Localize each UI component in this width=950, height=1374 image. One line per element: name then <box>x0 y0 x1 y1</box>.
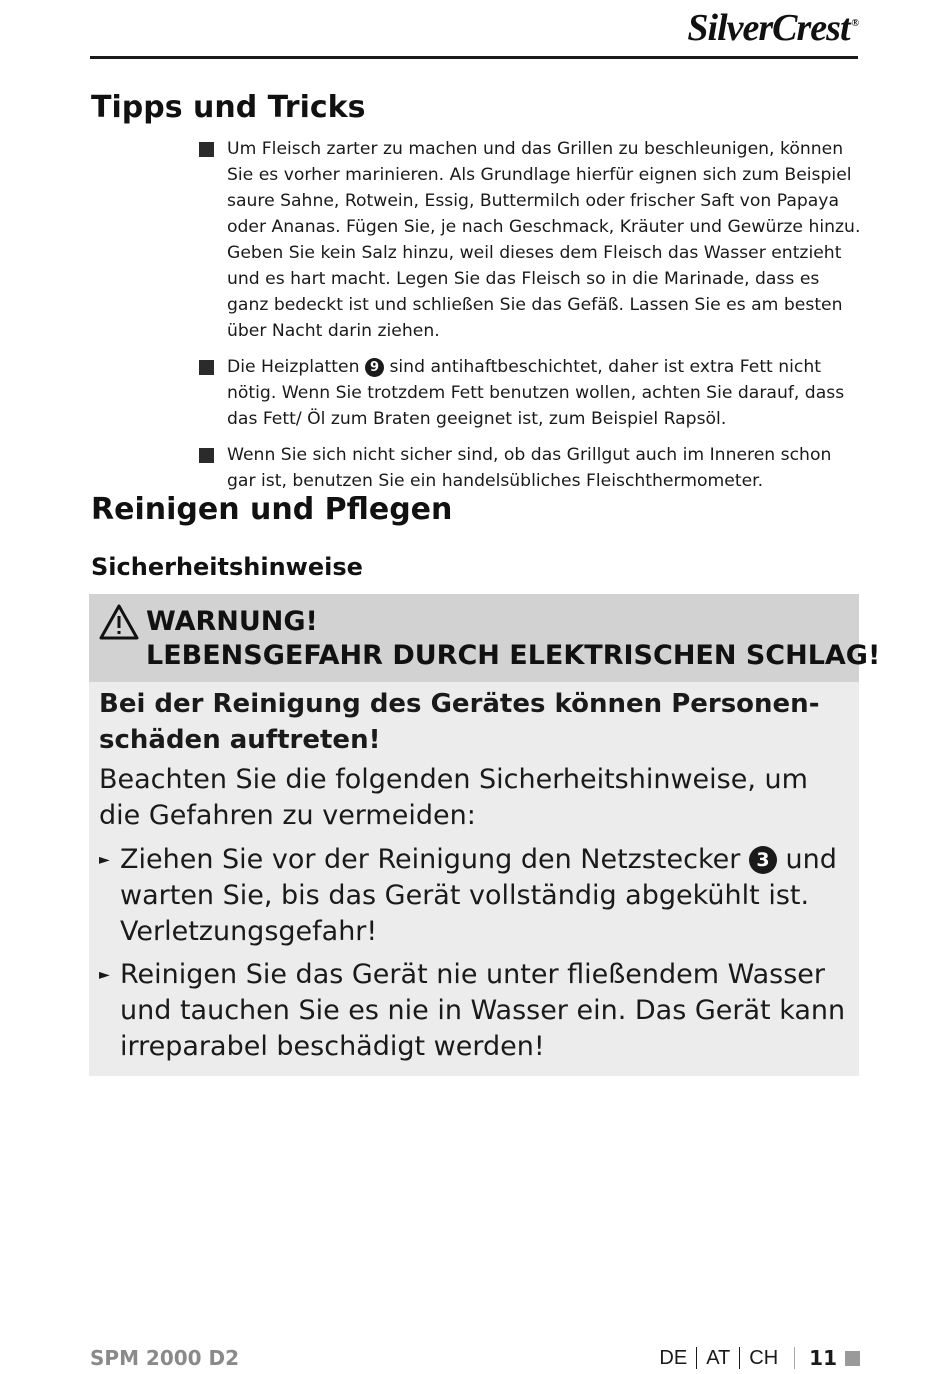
list-item <box>199 136 864 344</box>
tips-list <box>199 136 864 504</box>
bullet-square-icon <box>199 448 214 463</box>
header-rule <box>90 56 858 59</box>
footer-language-ch: CH <box>749 1346 779 1369</box>
warning-text-before: Ziehen Sie vor der Reinigung den Netzstecker <box>120 844 741 875</box>
footer-language-at: AT <box>706 1346 731 1369</box>
page-square-icon <box>845 1351 860 1366</box>
list-item <box>199 354 864 432</box>
divider <box>794 1347 795 1369</box>
bullet-square-icon <box>199 142 214 157</box>
list-item <box>99 957 851 1065</box>
tip-text: Um Fleisch zarter zu machen und das Grillen zu beschleunigen, können Sie es vorher marinieren. Als Grundlage hierfür eignen sich zum Beispiel saure Sahne, Rotwein, Essig, Buttermilch oder frischer Saft von Papaya oder Ananas. Fügen Sie, je nach Geschmack, Kräuter und Gewürze hinzu. Geben Sie kein Salz hinzu, weil dieses dem Fleisch das Wasser entzieht und es hart macht. Legen Sie das Fleisch so in die Marinade, dass es ganz bedeckt ist und schließen Sie das Gefäß. Lassen Sie es am besten über Nacht darin ziehen. <box>227 139 861 341</box>
bullet-square-icon <box>199 360 214 375</box>
tips-heading: Tipps und Tricks <box>91 90 366 125</box>
warning-box <box>89 594 881 1076</box>
arrow-right-icon: ► <box>99 967 110 983</box>
footer-language-de: DE <box>659 1346 688 1369</box>
safety-subheading: Sicherheitshinweise <box>91 553 363 581</box>
tip-text-before: Die Heizplatten <box>227 357 360 377</box>
footer-pagination <box>659 1346 860 1370</box>
warning-subtitle: LEBENSGEFAHR DURCH ELEKTRISCHEN SCHLAG! <box>146 640 881 671</box>
reference-number-badge: 9 <box>365 358 384 377</box>
warning-triangle-icon <box>99 604 139 640</box>
reference-number-badge: 3 <box>749 846 777 874</box>
warning-header <box>89 594 881 682</box>
tip-text-after: sind antihaftbeschichtet, daher ist extra Fett nicht nötig. Wenn Sie trotzdem Fett benutzen wollen, achten Sie darauf, dass das Fett/ Öl zum Braten geeignet ist, zum Beispiel Rapsöl. <box>227 357 845 429</box>
brand-logo: SilverCrest ® <box>687 7 858 49</box>
list-item <box>199 442 864 494</box>
divider <box>696 1347 697 1369</box>
warning-body <box>99 686 851 1072</box>
list-item <box>99 842 851 950</box>
warning-text-after: und warten Sie, bis das Gerät vollständig abgekühlt ist. Verletzungsgefahr! <box>120 844 837 947</box>
cleaning-heading: Reinigen und Pflegen <box>91 492 453 527</box>
arrow-right-icon: ► <box>99 852 110 868</box>
warning-text: Reinigen Sie das Gerät nie unter fließendem Wasser und tauchen Sie es nie in Wasser ein. Das Gerät kann irreparabel beschädigt werden! <box>120 959 846 1062</box>
warning-title: WARNUNG! <box>146 606 318 637</box>
footer-model: SPM 2000 D2 <box>90 1346 240 1370</box>
warning-intro: Beachten Sie die folgenden Sicherheitshinweise, um die Gefahren zu vermeiden: <box>99 764 808 831</box>
warning-list <box>99 842 851 1065</box>
warning-lead: Bei der Reinigung des Gerätes können Personen-schäden auftreten! <box>99 689 820 755</box>
divider <box>739 1347 740 1369</box>
page-number: 11 <box>809 1346 837 1370</box>
tip-text: Wenn Sie sich nicht sicher sind, ob das Grillgut auch im Inneren schon gar ist, benutzen Sie ein handelsübliches Fleischthermometer. <box>227 445 832 491</box>
